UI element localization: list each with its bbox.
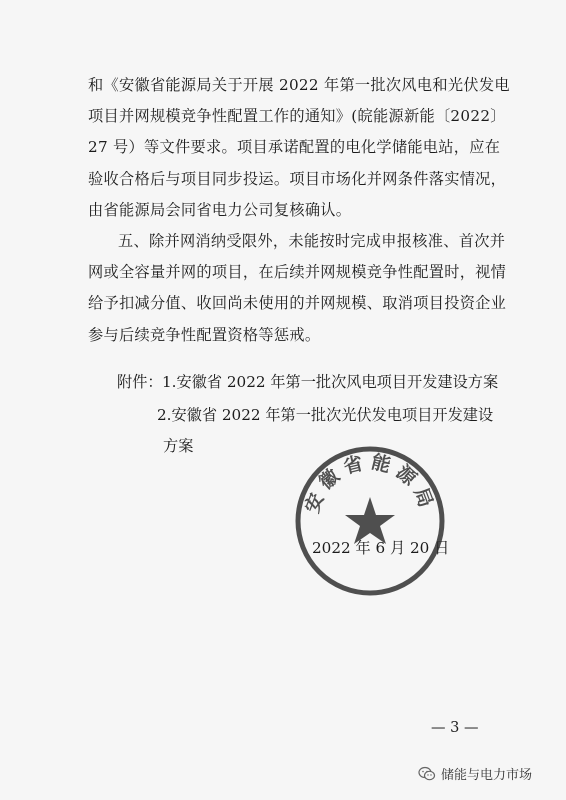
attachment-item-2: 2.安徽省 2022 年第一批次光伏发电项目开发建设 [157, 406, 494, 424]
text-line: 项目并网规模竞争性配置工作的通知》(皖能源新能〔2022〕 [88, 107, 506, 126]
paragraph-requirements [88, 70, 510, 226]
text-line: 给予扣减分值、收回尚未使用的并网规模、取消项目投资企业 [88, 294, 507, 313]
text-line: 参与后续竞争性配置资格等惩戒。 [88, 325, 321, 344]
text-line: 网或全容量并网的项目，在后续并网规模竞争性配置时，视情 [88, 263, 507, 282]
text-line: 验收合格后与项目同步投运。项目市场化并网条件落实情况， [88, 169, 507, 188]
seal-text: 安徽省能源局 [301, 451, 439, 516]
issue-date: 2022 年 6 月 20 日 [312, 539, 450, 557]
text-line: 五、除并网消纳受限外，未能按时完成申报核准、首次并 [118, 232, 506, 250]
official-seal-icon [294, 445, 446, 597]
text-line: 由省能源局会同省电力公司复核确认。 [88, 200, 352, 219]
text-line: 和《安徽省能源局关于开展 2022 年第一批次风电和光伏发电 [88, 76, 510, 94]
attachment-item-2-cont: 方案 [163, 437, 194, 455]
attachment-item-1: 1.安徽省 2022 年第一批次风电项目开发建设方案 [162, 373, 499, 391]
paragraph-penalties [88, 226, 507, 351]
wechat-icon [418, 765, 436, 783]
watermark-text: 储能与电力市场 [441, 768, 533, 783]
text-line: 27 号）等文件要求。项目承诺配置的电化学储能电站，应在 [88, 138, 501, 157]
watermark [418, 764, 532, 783]
attachments-label: 附件： [117, 373, 163, 391]
page-number: — 3 — [431, 720, 479, 736]
